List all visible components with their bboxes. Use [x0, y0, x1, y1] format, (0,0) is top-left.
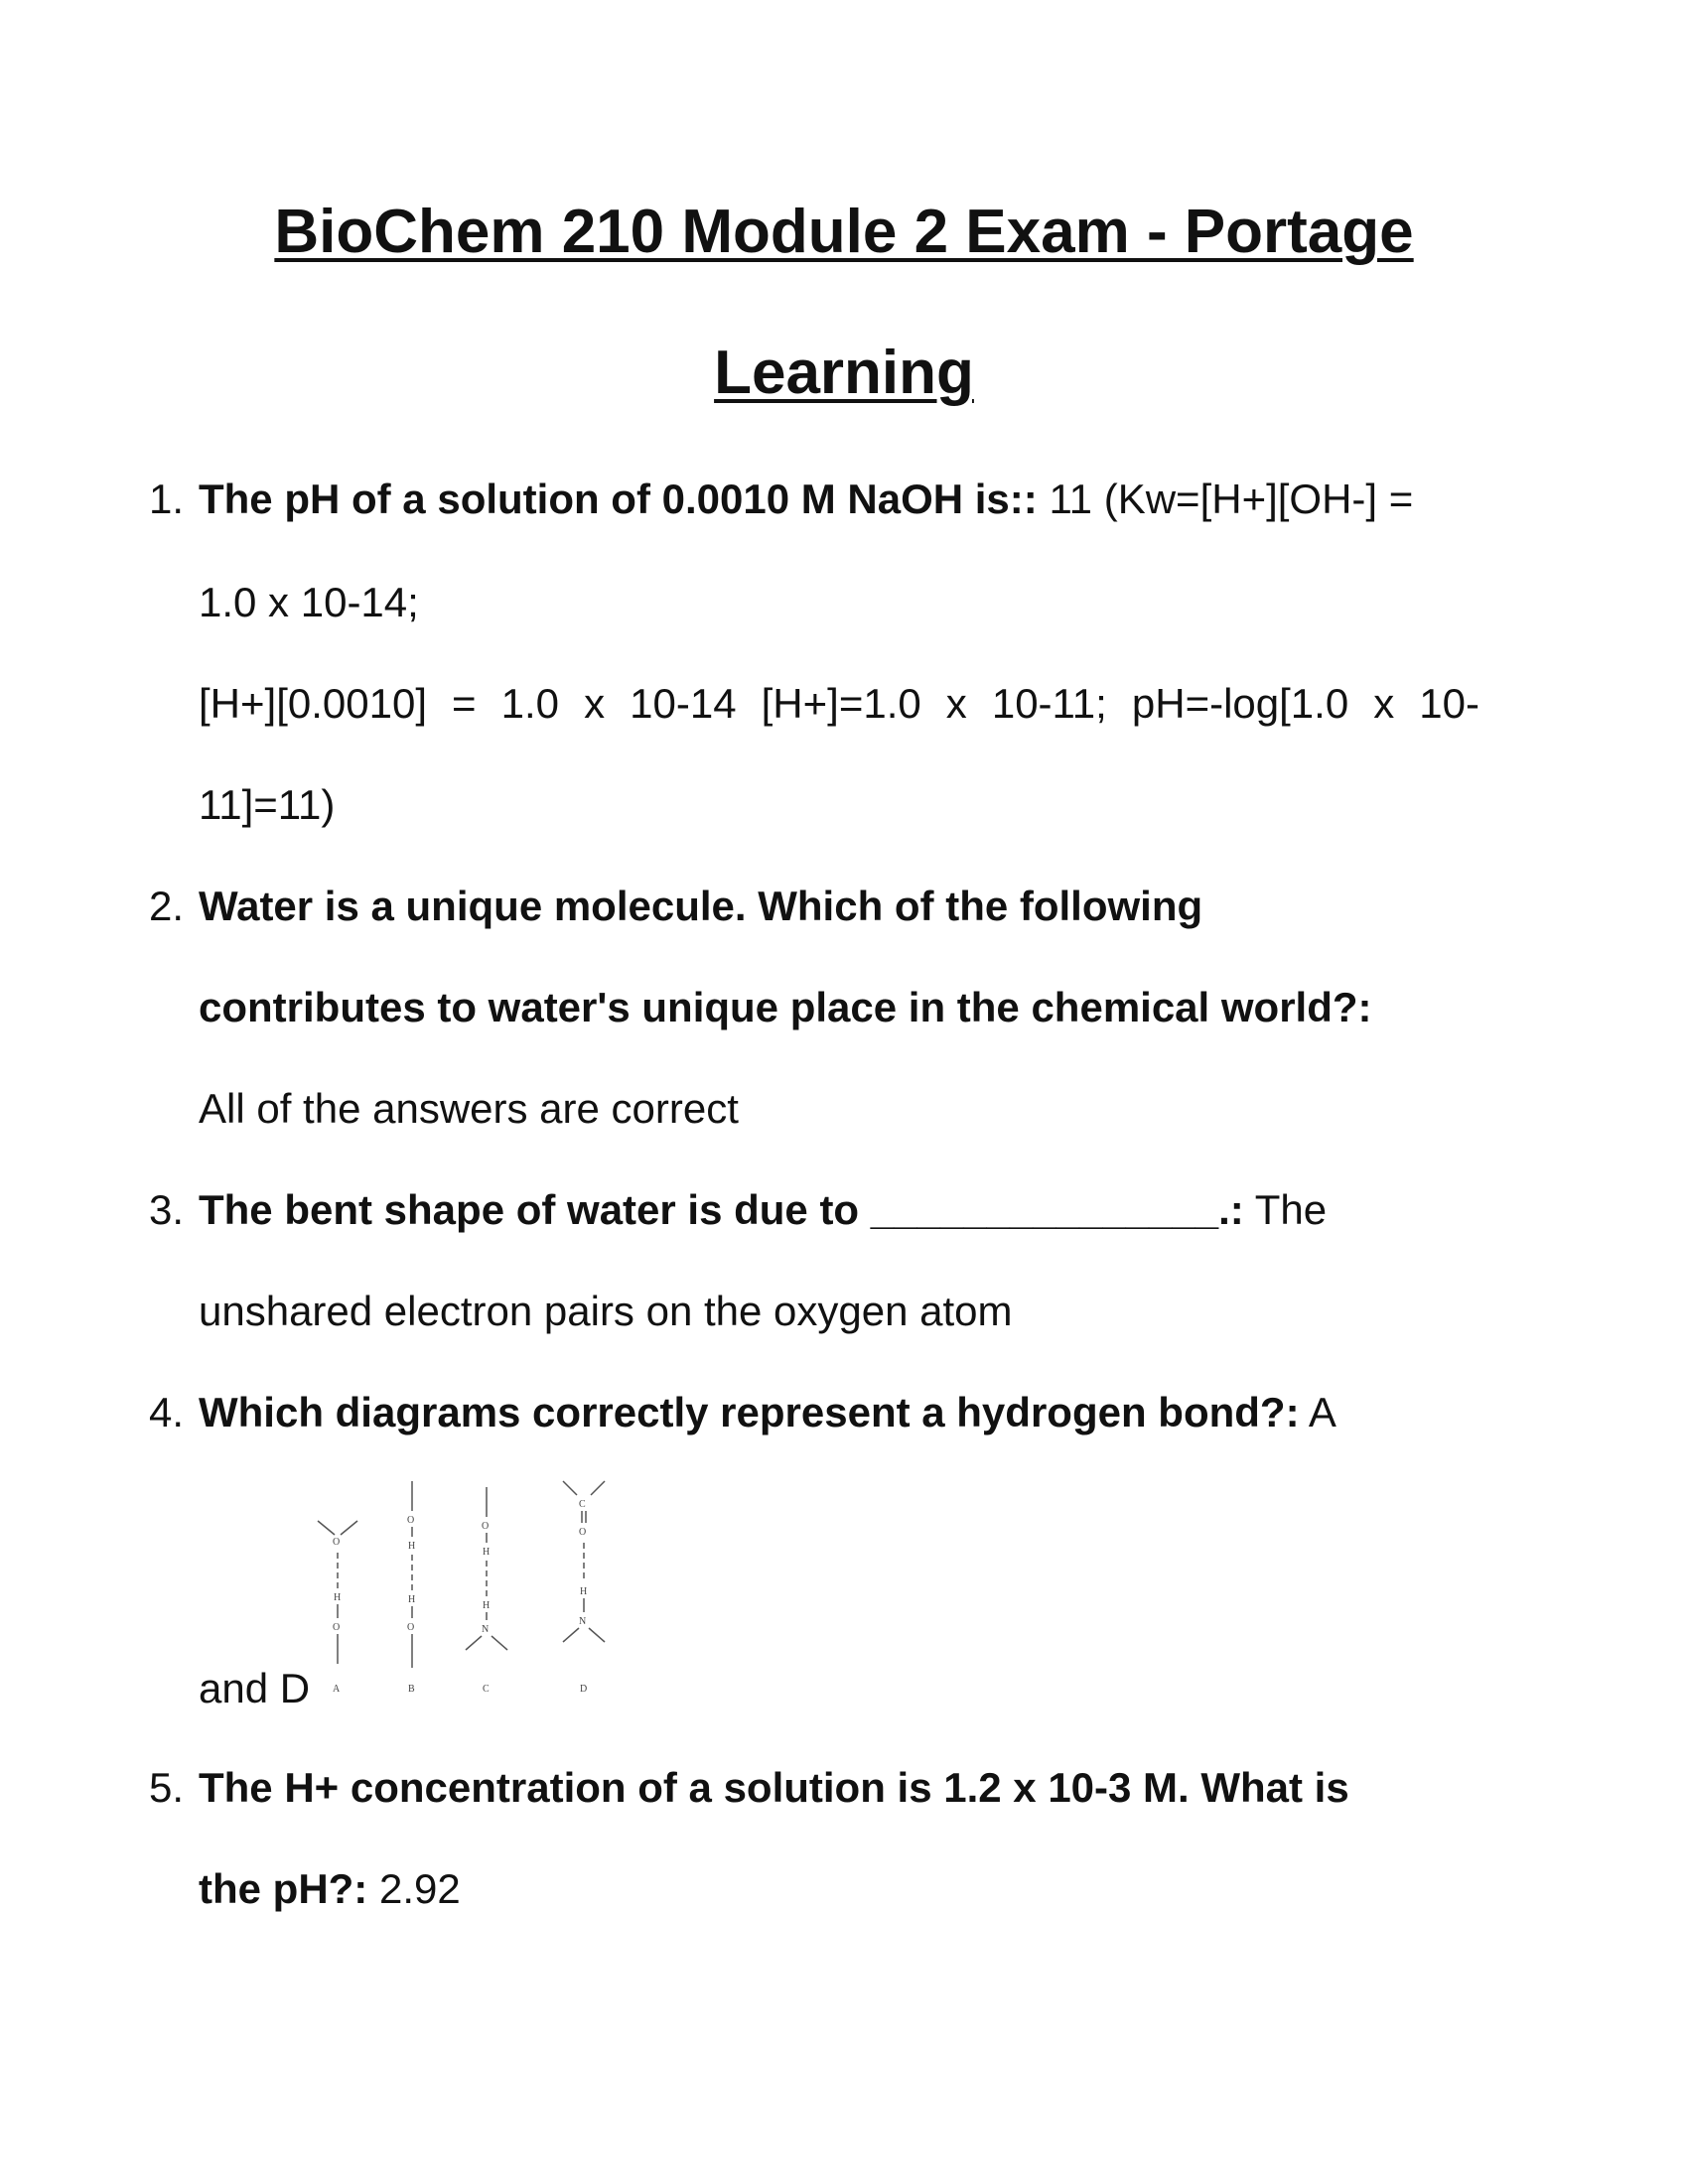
hydrogen-bond-diagram — [303, 1479, 631, 1707]
atom-label: H — [580, 1586, 588, 1597]
atom-label: N — [482, 1624, 490, 1635]
question-2-answer: All of the answers are correct — [199, 1085, 739, 1132]
question-3-number: 3. — [149, 1186, 185, 1233]
question-1-answer-part-4: 11]=11) — [199, 781, 336, 828]
question-4-number: 4. — [149, 1389, 185, 1435]
atom-label: O — [333, 1537, 341, 1548]
question-3-answer-part-2: unshared electron pairs on the oxygen atom — [199, 1288, 1013, 1334]
diagram-label-b: B — [408, 1684, 415, 1695]
diagram-b — [407, 1481, 415, 1695]
question-4-answer-part-2: and D — [199, 1665, 311, 1711]
question-5-row — [199, 1864, 461, 1914]
page-title-line-2: Learning — [714, 339, 974, 407]
question-3-row — [199, 1185, 1327, 1235]
question-2-text-line-2: contributes to water's unique place in the chemical world?: — [199, 984, 1372, 1030]
question-5-text-line-1: The H+ concentration of a solution is 1.2 x 10-3 M. What is — [199, 1764, 1349, 1811]
diagram-a — [318, 1521, 357, 1695]
question-5-text-line-2: the pH?: — [199, 1865, 368, 1912]
atom-label: H — [483, 1547, 491, 1558]
question-1-number: 1. — [149, 476, 185, 522]
atom-label: H — [483, 1600, 491, 1611]
diagram-label-a: A — [333, 1684, 341, 1695]
question-3-answer-part-1: The — [1254, 1186, 1328, 1233]
diagram-d — [563, 1481, 605, 1695]
question-1-answer-part-2: 1.0 x 10-14; — [199, 579, 419, 625]
question-5-number: 5. — [149, 1764, 185, 1811]
atom-label: O — [407, 1515, 415, 1526]
diagram-c — [466, 1487, 507, 1695]
question-3-text: The bent shape of water is due to _______________.: — [199, 1186, 1244, 1233]
atom-label: H — [408, 1541, 416, 1552]
question-5-answer: 2.92 — [378, 1865, 461, 1912]
atom-label: H — [408, 1594, 416, 1605]
atom-label: O — [482, 1521, 490, 1532]
question-4-row — [199, 1388, 1336, 1437]
question-1-row — [199, 475, 1413, 524]
question-1-answer-part-3: [H+][0.0010] = 1.0 x 10-14 [H+]=1.0 x 10-11; pH=-log[1.0 x 10- — [199, 680, 1479, 727]
question-4-text: Which diagrams correctly represent a hydrogen bond?: — [199, 1389, 1300, 1435]
question-1-answer-part-1: 11 (Kw=[H+][OH-] = — [1049, 476, 1414, 522]
atom-label: H — [334, 1592, 342, 1603]
atom-label: N — [579, 1616, 587, 1627]
diagram-label-c: C — [483, 1684, 490, 1695]
question-1-text: The pH of a solution of 0.0010 M NaOH is:: — [199, 476, 1038, 522]
diagram-label-d: D — [580, 1684, 588, 1695]
atom-label: C — [579, 1499, 586, 1510]
atom-label: O — [333, 1622, 341, 1633]
atom-label: O — [579, 1527, 587, 1538]
question-2-text-line-1: Water is a unique molecule. Which of the following — [199, 883, 1203, 929]
question-4-answer-part-1: A — [1308, 1389, 1336, 1435]
page-title-line-1: BioChem 210 Module 2 Exam - Portage — [274, 198, 1414, 266]
question-2-number: 2. — [149, 883, 185, 929]
atom-label: O — [407, 1622, 415, 1633]
